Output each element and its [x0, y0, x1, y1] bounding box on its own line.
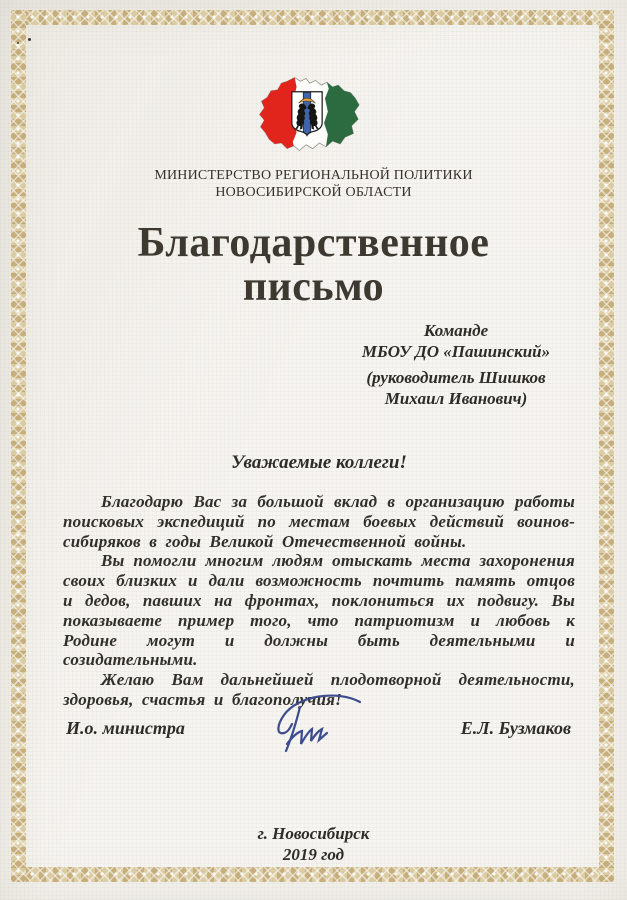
greeting-line: Уважаемые коллеги! — [231, 452, 407, 473]
addressee-line3: (руководитель Шишков — [366, 368, 546, 387]
body-paragraph-1: Благодарю Вас за большой вклад в организацию работы поисковых экспедиций по местам боевых действий воинов-сибиряков в годы Великой Отечественной войны. — [63, 492, 575, 551]
signature-stroke — [260, 689, 365, 759]
dust-speck — [17, 42, 19, 44]
border-bottom — [11, 867, 614, 882]
border-top — [11, 10, 614, 25]
addressee-line1: Команде — [423, 321, 489, 340]
ministry-name — [0, 168, 627, 201]
letter-title — [0, 221, 627, 309]
addressee-line2: МБОУ ДО «Пашинский» — [361, 342, 551, 361]
footer-year: 2019 год — [282, 845, 345, 864]
ministry-name-line2: НОВОСИБИРСКОЙ ОБЛАСТИ — [215, 184, 412, 200]
oblast-map-graphic — [253, 72, 361, 157]
border-right — [599, 10, 614, 882]
body-paragraph-3: Желаю Вам дальнейшей плодотворной деятельности, здоровья, счастья и благополучия! — [63, 670, 575, 709]
addressee-block — [336, 320, 576, 409]
footer-city: г. Новосибирск — [257, 824, 370, 843]
map-green-region — [324, 82, 359, 146]
signatory-name: Е.Л. Бузмаков — [460, 718, 571, 738]
coat-of-arms-shield — [292, 92, 322, 136]
body-paragraph-2: Вы помогли многим людям отыскать места захоронения своих близких и дали возможность почтить память отцов и дедов, павших на фронтах, поклониться их подвигу. Вы показываете пример того, что патриотизм и любовь к Родине могут и должны быть деятельными и созидательными. — [63, 551, 575, 670]
letter-title-line2: письмо — [242, 264, 385, 310]
novosibirsk-oblast-emblem — [253, 72, 361, 157]
dust-speck — [28, 38, 31, 41]
border-left — [11, 10, 26, 882]
handwritten-signature — [260, 689, 365, 759]
ministry-name-line1: МИНИСТЕРСТВО РЕГИОНАЛЬНОЙ ПОЛИТИКИ — [154, 168, 473, 183]
letter-title-line1: Благодарственное — [137, 220, 490, 266]
signatory-position: И.о. министра — [66, 718, 185, 738]
addressee-line4: Михаил Иванович) — [384, 389, 528, 408]
letter-body — [63, 492, 575, 710]
map-red-region — [260, 78, 297, 149]
letter-footer — [0, 823, 627, 865]
